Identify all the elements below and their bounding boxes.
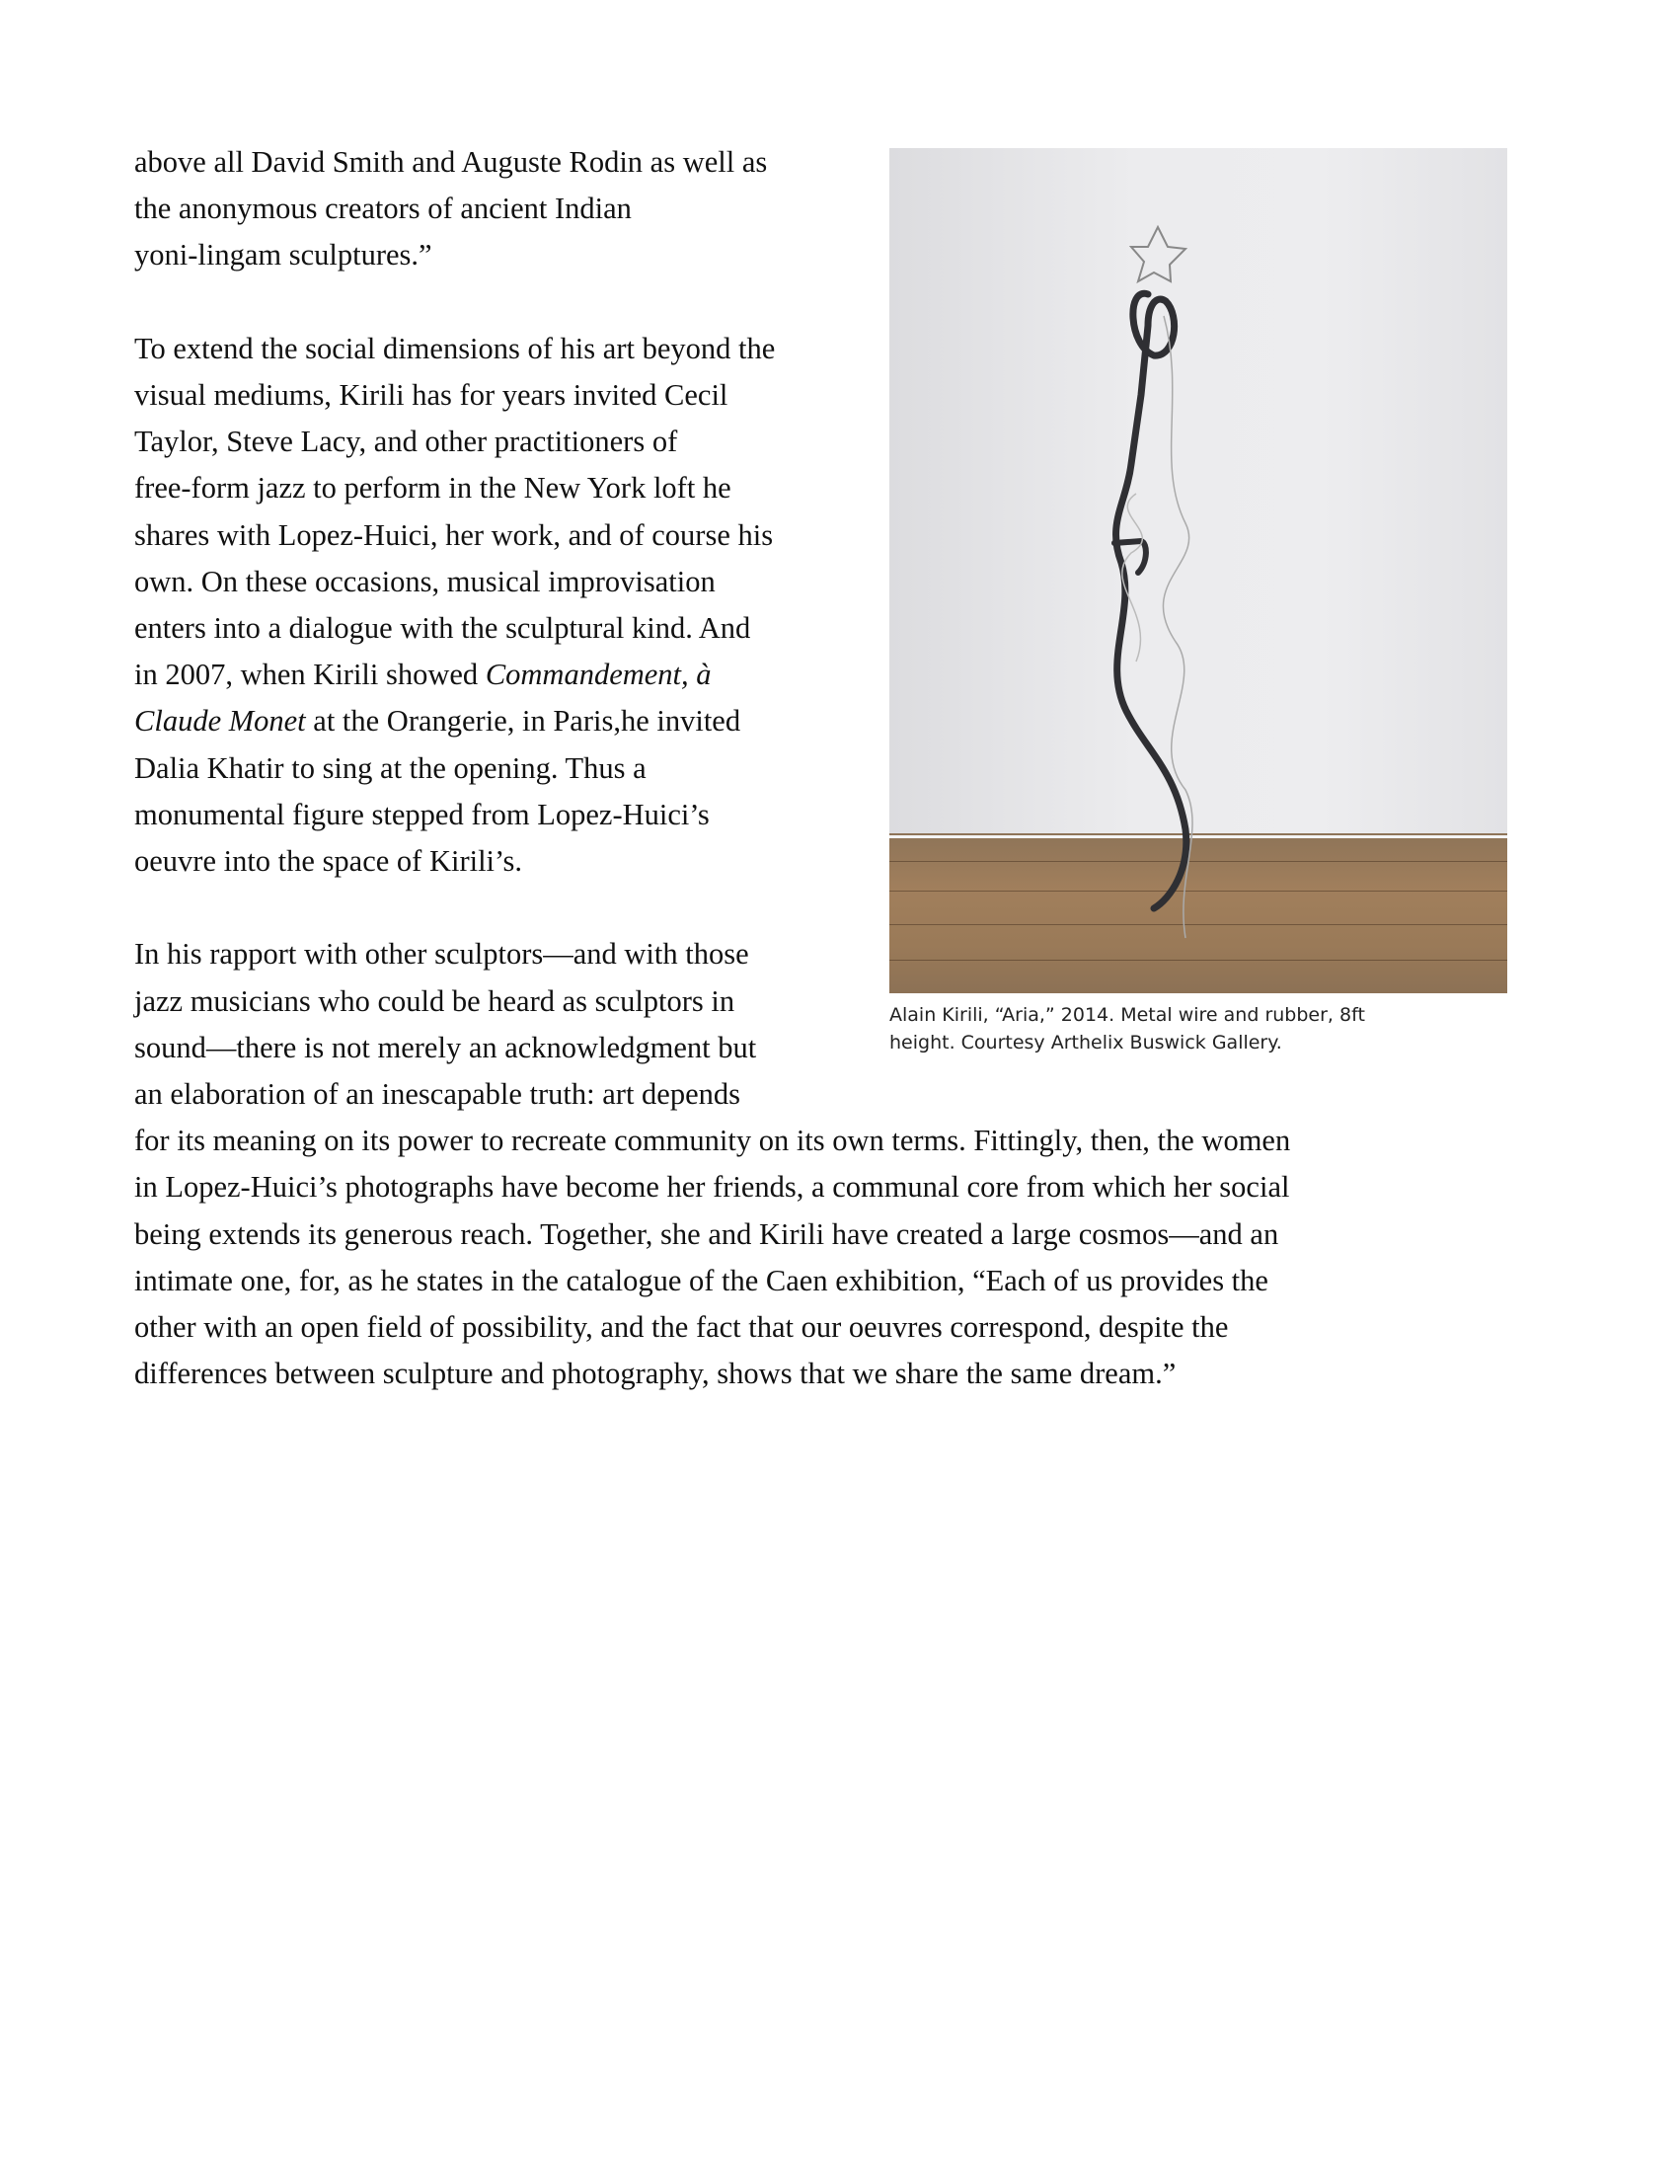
text-line: the anonymous creators of ancient Indian xyxy=(134,192,632,226)
artwork-figure xyxy=(889,148,1507,1056)
text-line: for its meaning on its power to recreate community on its own terms. Fittingly, then, the women xyxy=(134,1124,1291,1158)
text-line: oeuvre into the space of Kirili’s. xyxy=(134,844,523,879)
sculpture-drawing xyxy=(889,148,1507,993)
text-line: To extend the social dimensions of his art beyond the xyxy=(134,331,776,365)
text-line: yoni-lingam sculptures.” xyxy=(134,238,432,273)
artwork-title: Commandement, à xyxy=(485,658,712,692)
text-line: differences between sculpture and photography, shows that we share the same dream.” xyxy=(134,1357,1177,1391)
text-line: jazz musicians who could be heard as sculptors in xyxy=(134,983,735,1018)
text-line: free-form jazz to perform in the New York loft he xyxy=(134,471,731,506)
artwork-title: Claude Monet xyxy=(134,704,306,739)
text-line: shares with Lopez-Huici, her work, and of course his xyxy=(134,517,774,552)
text-segment: at the Orangerie, in Paris,he invited xyxy=(305,704,741,739)
text-segment: in 2007, when Kirili showed xyxy=(134,658,486,692)
text-line: monumental figure stepped from Lopez-Huici’s xyxy=(134,797,710,831)
text-line: In his rapport with other sculptors—and with those xyxy=(134,937,749,972)
text-line: enters into a dialogue with the sculptural kind. And xyxy=(134,611,751,646)
artwork-photo xyxy=(889,148,1507,993)
caption-line: Alain Kirili, “Aria,” 2014. Metal wire and rubber, 8ft xyxy=(889,1004,1365,1026)
text-line: Taylor, Steve Lacy, and other practitioners of xyxy=(134,425,678,459)
text-line: Dalia Khatir to sing at the opening. Thus a xyxy=(134,750,647,785)
text-line: an elaboration of an inescapable truth: art depends xyxy=(134,1077,740,1112)
text-line: other with an open field of possibility, and the fact that our oeuvres correspond, despite the xyxy=(134,1310,1229,1345)
text-line: above all David Smith and Auguste Rodin as well as xyxy=(134,145,768,179)
text-line: being extends its generous reach. Together, she and Kirili have created a large cosmos—and an xyxy=(134,1216,1279,1251)
text-line: own. On these occasions, musical improvisation xyxy=(134,564,716,598)
text-line: visual mediums, Kirili has for years invited Cecil xyxy=(134,378,728,412)
text-line: in Lopez-Huici’s photographs have become her friends, a communal core from which her social xyxy=(134,1170,1290,1205)
caption-line: height. Courtesy Arthelix Buswick Gallery. xyxy=(889,1032,1282,1053)
figure-caption xyxy=(889,1001,1507,1056)
text-line: intimate one, for, as he states in the catalogue of the Caen exhibition, “Each of us provides the xyxy=(134,1263,1268,1297)
text-line: sound—there is not merely an acknowledgment but xyxy=(134,1030,757,1064)
